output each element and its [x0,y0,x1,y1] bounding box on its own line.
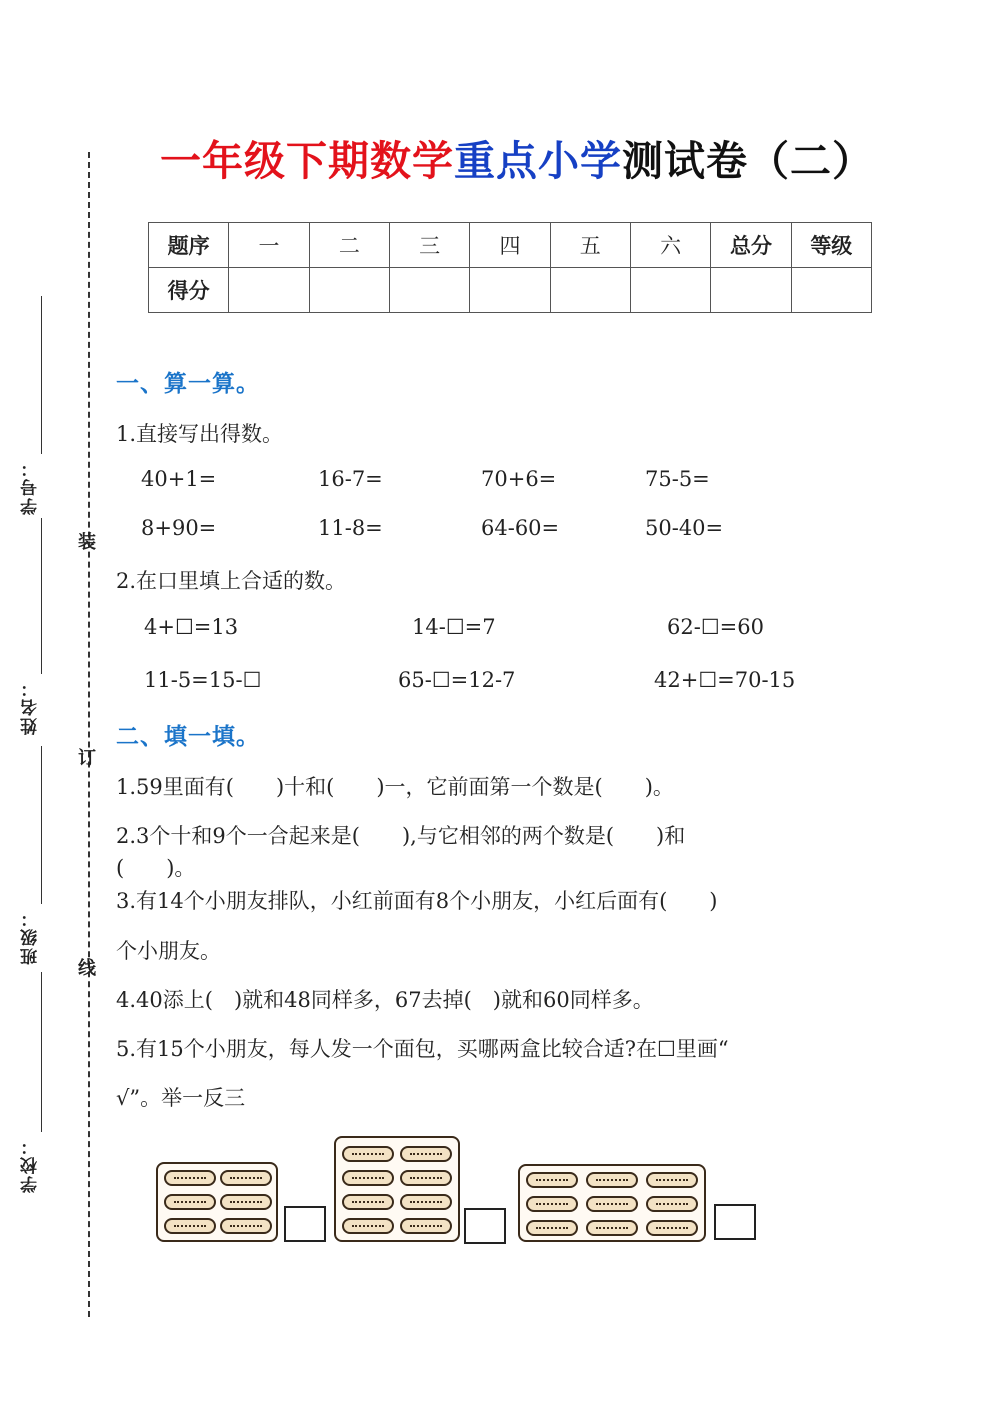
header-cell-6: 六 [630,223,710,268]
header-cell-2: 二 [309,223,389,268]
bread-loaf [164,1194,216,1210]
section2-q2-line2: ( )。 [116,856,196,880]
bread-loaf [400,1146,452,1162]
bread-loaf [646,1220,698,1236]
student-name-rule [41,518,42,674]
header-cell-4: 四 [470,223,550,268]
score-cell-total[interactable] [711,268,791,313]
bread-loaf [400,1194,452,1210]
school-rule [41,972,42,1132]
score-row-label: 得分 [149,268,229,313]
binding-char-zhuang: 装 [78,532,96,553]
student-id-field[interactable] [14,296,52,526]
page-title [160,128,874,187]
header-cell-1: 一 [229,223,309,268]
bread-loaf [526,1172,578,1188]
calc-item-7: 64-60= [481,516,560,540]
student-id-label: 学号： [21,458,41,515]
class-rule [41,746,42,904]
class-field[interactable] [14,746,52,974]
fill-item-4: 11-5=15-☐ [144,668,262,692]
header-cell-5: 五 [550,223,630,268]
header-cell-3: 三 [389,223,469,268]
bread-loaf [220,1218,272,1234]
class-label: 班级： [21,908,41,965]
bread-tray-8 [334,1136,460,1242]
bread-loaf [400,1170,452,1186]
score-cell-1[interactable] [229,268,309,313]
bread-loaf [164,1218,216,1234]
bread-boxes-illustration [152,1134,762,1246]
bread-loaf [400,1218,452,1234]
header-cell-order: 题序 [149,223,229,268]
score-cell-grade[interactable] [791,268,871,313]
calc-item-3: 70+6= [481,467,557,491]
bread-loaf [164,1170,216,1186]
fill-item-2: 14-☐=7 [412,615,496,639]
bread-loaf [526,1196,578,1212]
section2-q3-line1: 3.有14个小朋友排队，小红前面有8个小朋友，小红后面有( ) [116,889,718,913]
bread-loaf [586,1196,638,1212]
answer-box-3[interactable] [714,1204,756,1240]
binding-dashed-line [88,152,90,1317]
section2-q2-line1: 2.3个十和9个一合起来是( ),与它相邻的两个数是( )和 [116,824,686,848]
calc-item-2: 16-7= [318,467,383,491]
calc-item-1: 40+1= [141,467,217,491]
fill-item-1: 4+☐=13 [144,615,239,639]
bread-loaf [646,1172,698,1188]
bread-tray-9 [518,1164,706,1242]
calc-item-6: 11-8= [318,516,383,540]
answer-box-1[interactable] [284,1206,326,1242]
fill-item-6: 42+☐=70-15 [654,668,796,692]
calc-item-8: 50-40= [645,516,724,540]
title-part-blue: 重点小学 [454,137,622,185]
bread-loaf [586,1172,638,1188]
title-part-black: 测试卷（二） [622,137,874,185]
bread-loaf [342,1170,394,1186]
calc-item-4: 75-5= [645,467,710,491]
bread-loaf [526,1220,578,1236]
section2-heading: 二、填一填。 [116,724,260,750]
section2-q1: 1.59里面有( )十和( )一，它前面第一个数是( )。 [116,775,674,799]
bread-loaf [646,1196,698,1212]
student-id-rule [41,296,42,454]
student-name-field[interactable] [14,518,52,740]
section1-q2: 2.在口里填上合适的数。 [116,569,347,593]
header-cell-total: 总分 [711,223,791,268]
binding-char-ding: 订 [78,748,96,769]
answer-box-2[interactable] [464,1208,506,1244]
bread-loaf [342,1218,394,1234]
binding-char-xian: 线 [78,958,96,979]
calc-item-5: 8+90= [141,516,217,540]
section2-q3-line2: 个小朋友。 [116,939,221,963]
bread-loaf [586,1220,638,1236]
bread-tray-6 [156,1162,278,1242]
score-table-header-row [149,223,872,268]
score-table [148,222,872,313]
section2-q4: 4.40添上( )就和48同样多，67去掉( )就和60同样多。 [116,988,654,1012]
score-cell-4[interactable] [470,268,550,313]
bread-loaf [220,1170,272,1186]
score-cell-5[interactable] [550,268,630,313]
score-cell-6[interactable] [630,268,710,313]
school-field[interactable] [14,972,52,1202]
fill-item-3: 62-☐=60 [667,615,764,639]
section2-q5-line1: 5.有15个小朋友，每人发一个面包，买哪两盒比较合适?在☐里画“ [116,1037,729,1061]
section2-q5-line2: √”。举一反三 [116,1086,246,1110]
section1-heading: 一、算一算。 [116,371,260,397]
bread-loaf [342,1194,394,1210]
score-cell-2[interactable] [309,268,389,313]
bread-loaf [220,1194,272,1210]
title-part-red: 一年级下期数学 [160,137,454,185]
student-name-label: 姓名： [21,678,41,735]
header-cell-grade: 等级 [791,223,871,268]
school-label: 学校： [21,1136,41,1193]
fill-item-5: 65-☐=12-7 [398,668,516,692]
section1-q1: 1.直接写出得数。 [116,422,284,446]
bread-loaf [342,1146,394,1162]
score-table-score-row [149,268,872,313]
score-cell-3[interactable] [389,268,469,313]
